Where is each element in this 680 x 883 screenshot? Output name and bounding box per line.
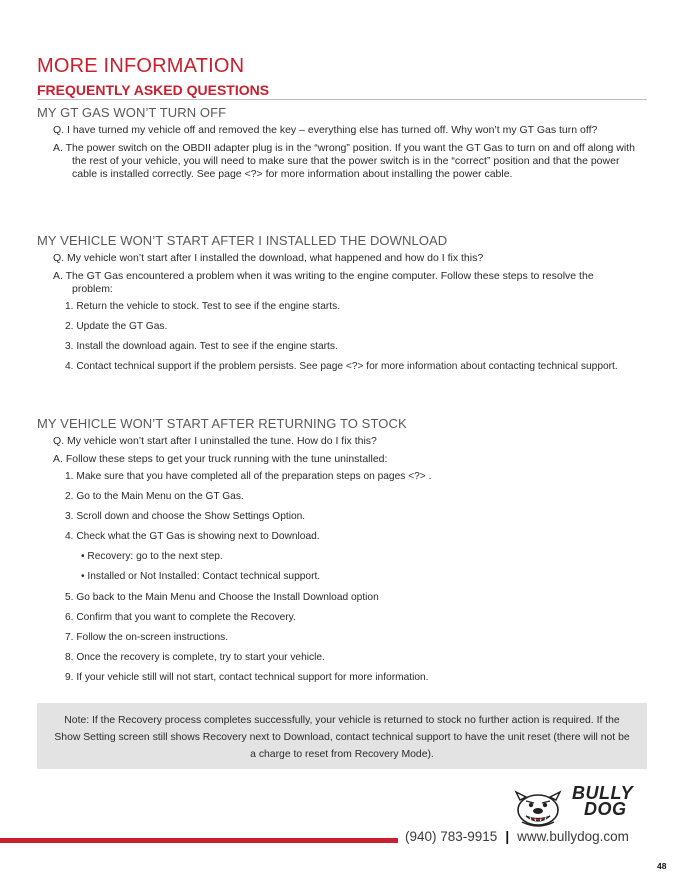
list-item: 9. If your vehicle still will not start, contact technical support for more information. xyxy=(65,671,429,683)
faq-section-no-start-after-stock xyxy=(37,416,637,692)
list-item: 1. Make sure that you have completed all of the preparation steps on pages <?> . xyxy=(65,471,432,482)
list-item: 1. Return the vehicle to stock. Test to see if the engine starts. xyxy=(65,301,341,312)
section-title: MY GT GAS WON’T TURN OFF xyxy=(37,105,227,120)
list-item: 6. Confirm that you want to complete the Recovery. xyxy=(65,611,296,623)
section-title: MY VEHICLE WON’T START AFTER I INSTALLED THE DOWNLOAD xyxy=(37,233,448,248)
footer-separator: | xyxy=(505,829,510,844)
footer-phone: (940) 783-9915 xyxy=(405,829,498,844)
footer-accent-bar xyxy=(0,838,398,843)
logo-wordmark-bully: BULLY xyxy=(572,783,634,803)
question: Q. My vehicle won’t start after I uninstalled the tune. How do I fix this? xyxy=(53,435,377,447)
list-item: 3. Install the download again. Test to see if the engine starts. xyxy=(65,341,338,353)
answer: A. The power switch on the OBDII adapter plug is in the “wrong” position. If you want the GT Gas to turn on and off along with the rest of your vehicle, you will need to make sure that the power switch is in the “correct” position and that the power cable is installed correctly. See page <?> for more information about installing the power cable. xyxy=(53,142,635,180)
question: Q. My vehicle won’t start after I installed the download, what happened and how do I fix this? xyxy=(53,252,484,264)
faq-heading: FREQUENTLY ASKED QUESTIONS xyxy=(37,82,647,100)
list-item: 7. Follow the on-screen instructions. xyxy=(65,631,229,643)
question: Q. I have turned my vehicle off and removed the key – everything else has turned off. Why won’t my GT Gas turn off? xyxy=(53,124,598,136)
page-title: MORE INFORMATION xyxy=(37,55,245,77)
steps-list xyxy=(37,471,637,684)
list-item: 5. Go back to the Main Menu and Choose the Install Download option xyxy=(65,591,379,603)
list-item: 3. Scroll down and choose the Show Settings Option. xyxy=(65,511,306,523)
page-number: 48 xyxy=(657,861,667,871)
list-item: 4. Contact technical support if the problem persists. See page <?> for more information about contacting technical support. xyxy=(65,361,618,373)
section-title: MY VEHICLE WON’T START AFTER RETURNING TO STOCK xyxy=(37,416,407,431)
answer: A. The GT Gas encountered a problem when it was writing to the engine computer. Follow these steps to resolve the problem: xyxy=(53,270,594,295)
bullet-item: • Installed or Not Installed: Contact technical support. xyxy=(81,571,321,583)
footer-website[interactable]: www.bullydog.com xyxy=(517,829,629,844)
faq-section-gt-gas-off xyxy=(37,105,637,186)
list-item: 4. Check what the GT Gas is showing next to Download. xyxy=(65,531,320,543)
faq-section-no-start-after-download xyxy=(37,233,637,381)
bully-dog-logo xyxy=(512,784,648,828)
bullet-item: • Recovery: go to the next step. xyxy=(81,551,223,563)
logo-wordmark-dog: DOG xyxy=(584,799,627,819)
list-item: 2. Go to the Main Menu on the GT Gas. xyxy=(65,491,244,503)
answer: A. Follow these steps to get your truck running with the tune uninstalled: xyxy=(53,453,388,465)
footer-contact xyxy=(405,829,629,844)
note-box: Note: If the Recovery process completes successfully, your vehicle is returned to stock no further action is required. If the Show Setting screen still shows Recovery next to Download, contact technical support to have the unit reset (there will not be a charge to reset from Recovery Mode). xyxy=(37,703,647,769)
list-item: 8. Once the recovery is complete, try to start your vehicle. xyxy=(65,651,325,663)
steps-list xyxy=(37,301,637,374)
list-item: 2. Update the GT Gas. xyxy=(65,321,168,333)
